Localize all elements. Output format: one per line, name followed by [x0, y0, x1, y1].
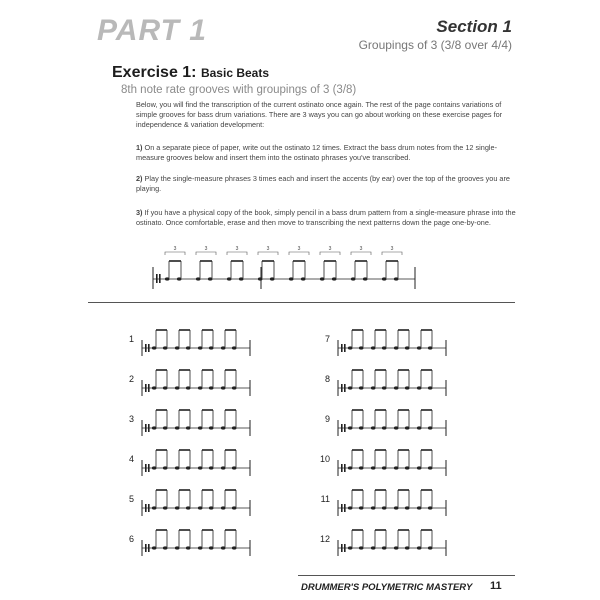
note-head [417, 386, 422, 389]
percussion-clef [341, 464, 343, 472]
note-head [221, 426, 226, 429]
note-head [198, 466, 203, 469]
note-head [382, 506, 387, 509]
note-head [232, 546, 237, 549]
note-head [405, 346, 410, 349]
note-head [209, 506, 214, 509]
note-head [175, 386, 180, 389]
note-head [258, 277, 263, 280]
note-head [371, 546, 376, 549]
groove-number: 5 [128, 494, 134, 504]
percussion-clef [148, 464, 150, 472]
note-head [165, 277, 170, 280]
step-2-paragraph [136, 174, 516, 194]
step-3-number: 3) [136, 208, 143, 217]
step-3-paragraph [136, 208, 516, 228]
note-head [394, 346, 399, 349]
groove-number: 8 [324, 374, 330, 384]
note-head [175, 466, 180, 469]
triplet-label: 3 [297, 246, 301, 252]
note-head [371, 426, 376, 429]
note-head [382, 466, 387, 469]
note-head [177, 277, 182, 280]
note-head [428, 346, 433, 349]
triplet-label: 3 [328, 246, 332, 252]
groove-row [112, 446, 262, 476]
triplet-bracket [382, 252, 402, 255]
percussion-clef [145, 424, 147, 432]
triplet-label: 3 [390, 246, 394, 252]
section-subtitle: Groupings of 3 (3/8 over 4/4) [358, 38, 512, 52]
note-head [348, 466, 353, 469]
groove-staff [142, 406, 262, 436]
groove-row [308, 446, 458, 476]
note-head [152, 346, 157, 349]
note-head [320, 277, 325, 280]
groove-number: 12 [319, 534, 330, 544]
percussion-clef [145, 464, 147, 472]
note-head [186, 426, 191, 429]
note-head [232, 386, 237, 389]
groove-row [308, 486, 458, 516]
note-head [270, 277, 275, 280]
percussion-clef [341, 424, 343, 432]
note-head [163, 506, 168, 509]
note-head [221, 466, 226, 469]
percussion-clef [156, 274, 158, 283]
groove-number: 11 [320, 494, 330, 504]
groove-row [112, 526, 262, 556]
percussion-clef [344, 424, 346, 432]
step-2-number: 2) [136, 174, 143, 183]
note-head [186, 506, 191, 509]
note-head [186, 466, 191, 469]
note-head [428, 426, 433, 429]
groove-row [112, 486, 262, 516]
note-head [163, 466, 168, 469]
note-head [428, 466, 433, 469]
groove-staff [338, 446, 458, 476]
note-head [394, 506, 399, 509]
note-head [209, 386, 214, 389]
triplet-label: 3 [266, 246, 270, 252]
groove-row [308, 406, 458, 436]
note-head [417, 346, 422, 349]
groove-row [112, 406, 262, 436]
note-head [405, 466, 410, 469]
groove-staff [338, 326, 458, 356]
note-head [371, 466, 376, 469]
note-head [394, 277, 399, 280]
note-head [175, 426, 180, 429]
groove-number: 1 [128, 334, 134, 344]
section-divider [88, 302, 515, 303]
groove-row [308, 326, 458, 356]
exercise-label: Exercise 1: [112, 64, 197, 81]
triplet-bracket [165, 252, 185, 255]
note-head [359, 346, 364, 349]
triplet-bracket [289, 252, 309, 255]
note-head [382, 346, 387, 349]
note-head [198, 506, 203, 509]
percussion-clef [148, 384, 150, 392]
triplet-bracket [320, 252, 340, 255]
percussion-clef [341, 544, 343, 552]
percussion-clef [148, 424, 150, 432]
groove-number: 10 [319, 454, 330, 464]
groove-staff [338, 366, 458, 396]
groove-number: 4 [128, 454, 134, 464]
percussion-clef [341, 504, 343, 512]
groove-staff [142, 486, 262, 516]
note-head [221, 506, 226, 509]
note-head [198, 386, 203, 389]
note-head [232, 466, 237, 469]
triplet-bracket [227, 252, 247, 255]
note-head [163, 346, 168, 349]
note-head [394, 466, 399, 469]
groove-staff [338, 526, 458, 556]
note-head [382, 277, 387, 280]
percussion-clef [341, 344, 343, 352]
percussion-clef [145, 384, 147, 392]
note-head [417, 506, 422, 509]
note-head [332, 277, 337, 280]
groove-number: 2 [128, 374, 134, 384]
intro-paragraph: Below, you will find the transcription of the current ostinato once again. The rest of the page contains variations of simple grooves for bass drum variations. There are 3 ways you can go about working on these exercise pages for independence & variation development: [136, 100, 503, 129]
groove-staff [142, 326, 262, 356]
note-head [428, 506, 433, 509]
note-head [209, 546, 214, 549]
triplet-label: 3 [235, 246, 239, 252]
percussion-clef [148, 544, 150, 552]
triplet-label: 3 [173, 246, 177, 252]
note-head [405, 506, 410, 509]
footer-rule [298, 575, 515, 576]
note-head [417, 426, 422, 429]
note-head [359, 426, 364, 429]
note-head [196, 277, 201, 280]
note-head [198, 346, 203, 349]
note-head [348, 506, 353, 509]
page-number: 11 [490, 580, 502, 592]
groove-staff [338, 406, 458, 436]
percussion-clef [344, 344, 346, 352]
note-head [348, 426, 353, 429]
note-head [163, 546, 168, 549]
triplet-bracket [196, 252, 216, 255]
note-head [152, 426, 157, 429]
note-head [301, 277, 306, 280]
groove-number: 6 [128, 534, 134, 544]
note-head [359, 506, 364, 509]
exercise-heading [112, 64, 269, 82]
note-head [382, 546, 387, 549]
section-title: Section 1 [436, 17, 512, 36]
triplet-label: 3 [359, 246, 363, 252]
percussion-clef [344, 464, 346, 472]
note-head [152, 386, 157, 389]
triplet-label: 3 [204, 246, 208, 252]
note-head [152, 466, 157, 469]
note-head [209, 426, 214, 429]
note-head [232, 506, 237, 509]
note-head [175, 506, 180, 509]
note-head [382, 426, 387, 429]
note-head [359, 546, 364, 549]
note-head [208, 277, 213, 280]
groove-staff [142, 366, 262, 396]
note-head [152, 546, 157, 549]
note-head [351, 277, 356, 280]
note-head [394, 426, 399, 429]
groove-staff [142, 526, 262, 556]
note-head [289, 277, 294, 280]
percussion-clef [145, 544, 147, 552]
note-head [209, 466, 214, 469]
note-head [232, 346, 237, 349]
note-head [371, 346, 376, 349]
footer-book-title: DRUMMER'S POLYMETRIC MASTERY [301, 582, 473, 593]
percussion-clef [159, 274, 161, 283]
groove-number: 7 [324, 334, 330, 344]
note-head [152, 506, 157, 509]
step-2-text: Play the single-measure phrases 3 times each and insert the accents (by ear) over the top of the grooves you are playing. [136, 174, 510, 193]
note-head [359, 386, 364, 389]
exercise-subheading: 8th note rate grooves with groupings of 3 (3/8) [121, 84, 357, 96]
note-head [221, 546, 226, 549]
ostinato-staff [145, 245, 445, 290]
note-head [405, 546, 410, 549]
percussion-clef [344, 384, 346, 392]
note-head [363, 277, 368, 280]
percussion-clef [148, 504, 150, 512]
note-head [175, 546, 180, 549]
note-head [417, 546, 422, 549]
note-head [221, 346, 226, 349]
percussion-clef [344, 504, 346, 512]
note-head [232, 426, 237, 429]
groove-row [112, 326, 262, 356]
note-head [394, 546, 399, 549]
note-head [348, 546, 353, 549]
note-head [405, 386, 410, 389]
step-1-number: 1) [136, 143, 143, 152]
part-title: PART 1 [97, 14, 207, 47]
note-head [163, 386, 168, 389]
note-head [186, 346, 191, 349]
triplet-bracket [258, 252, 278, 255]
note-head [186, 386, 191, 389]
step-1-paragraph [136, 143, 516, 163]
note-head [348, 346, 353, 349]
groove-row [112, 366, 262, 396]
note-head [186, 546, 191, 549]
note-head [163, 426, 168, 429]
note-head [359, 466, 364, 469]
groove-number: 9 [324, 414, 330, 424]
percussion-clef [145, 344, 147, 352]
percussion-clef [341, 384, 343, 392]
note-head [382, 386, 387, 389]
note-head [428, 386, 433, 389]
note-head [227, 277, 232, 280]
note-head [394, 386, 399, 389]
note-head [428, 546, 433, 549]
note-head [198, 546, 203, 549]
note-head [221, 386, 226, 389]
exercise-name: Basic Beats [200, 66, 270, 80]
groove-row [308, 366, 458, 396]
note-head [348, 386, 353, 389]
note-head [239, 277, 244, 280]
step-3-text: If you have a physical copy of the book, simply pencil in a bass drum pattern from a single-measure phrase into the ostinato. Once comfortable, erase and then move to transcribing the next patterns down the page one-by-one. [136, 208, 516, 227]
note-head [198, 426, 203, 429]
percussion-clef [148, 344, 150, 352]
note-head [405, 426, 410, 429]
note-head [371, 506, 376, 509]
groove-staff [142, 446, 262, 476]
note-head [175, 346, 180, 349]
groove-number: 3 [128, 414, 134, 424]
groove-row [308, 526, 458, 556]
percussion-clef [145, 504, 147, 512]
note-head [209, 346, 214, 349]
step-1-text: On a separate piece of paper, write out the ostinato 12 times. Extract the bass drum notes from the 12 single-measure grooves below and insert them into the ostinato phrases you've transcribed. [136, 143, 497, 162]
triplet-bracket [351, 252, 371, 255]
note-head [371, 386, 376, 389]
note-head [417, 466, 422, 469]
percussion-clef [344, 544, 346, 552]
groove-staff [338, 486, 458, 516]
